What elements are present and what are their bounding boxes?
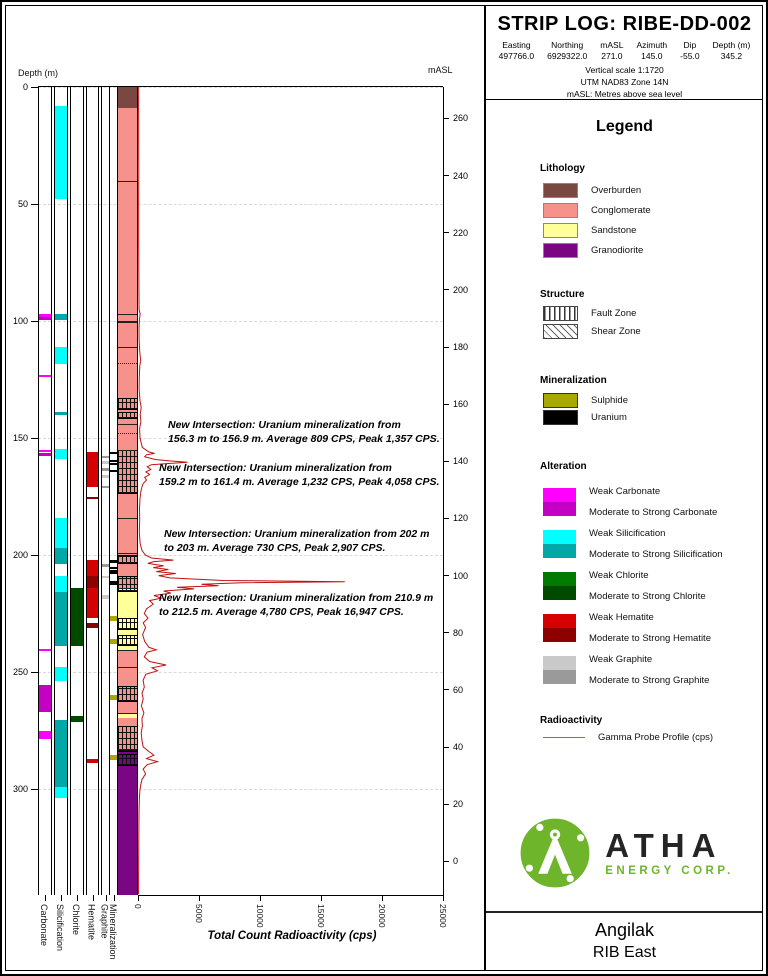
legend-item-label: Weak Chlorite [589,570,649,581]
masl-tick [443,804,449,805]
legend-item-label: Moderate to Strong Graphite [589,675,710,686]
vertical-scale: Vertical scale 1:1720 [585,65,664,75]
legend-mineralization-item [543,410,627,425]
legend-item-label: Conglomerate [591,205,651,216]
legend-structure-item [543,324,641,339]
carbonate-interval [39,453,51,456]
masl-tick-label: 240 [453,170,469,181]
intersection-annotation: New Intersection: Uranium mineralization from 210.9 m to 212.5 m. Average 4,780 CPS, Peak 16,947 CPS. [159,592,434,618]
lithology-contact-line [118,667,137,668]
collar-field [680,40,699,61]
masl-tick [443,747,449,748]
track-chlorite [70,87,84,895]
legend-alteration-item [543,565,706,607]
lithology-interval-overburden [118,87,137,108]
depth-tick [31,555,38,556]
graphite-interval [102,475,109,477]
legend-item-labels [589,565,706,607]
weak-swatch [543,530,576,544]
weak-swatch [543,488,576,502]
lithology-contact-line [118,588,137,589]
legend-item-labels [589,649,709,691]
masl-tick [443,861,449,862]
legend-alteration-item [543,523,723,565]
cps-tick [382,895,383,901]
alteration-swatch [543,572,576,600]
track-label: Chlorite [71,904,81,936]
fault-zone-overlay [118,618,137,630]
depth-tick-label: 200 [12,550,28,560]
lithology-contact-line [118,713,137,714]
field-label: Easting [502,40,531,50]
masl-tick-label: 100 [453,570,469,581]
silicification-interval [55,412,67,414]
masl-tick-label: 180 [453,342,469,352]
field-value: 6929322.0 [547,51,588,61]
legend-mineralization-title: Mineralization [540,375,607,386]
legend-item-label: Weak Silicification [589,528,666,539]
logo-text [605,829,734,877]
legend-lithology-title: Lithology [540,163,585,174]
lithology-track [117,87,138,895]
legend-item-label: Gamma Probe Profile (cps) [598,732,714,743]
field-value: -55.0 [680,51,700,61]
strip-log-chart [2,2,484,972]
graphite-interval [102,595,109,600]
depth-tick-label: 150 [12,433,28,443]
hematite-interval [87,452,98,487]
legend-structure-item [543,306,636,321]
masl-tick-label: 260 [453,113,469,124]
legend-alteration-item [543,481,717,523]
page-title: STRIP LOG: RIBE-DD-002 [497,13,752,35]
lithology-contact-line [118,424,137,425]
fault-zone-overlay [118,412,137,419]
legend-item-labels [589,481,717,523]
alteration-swatch [543,488,576,516]
scale-info [486,65,763,101]
masl-tick-label: 120 [453,513,469,524]
legend-item-label: Moderate to Strong Hematite [589,633,711,644]
cps-tick [321,895,322,901]
graphite-interval [102,564,109,566]
field-label: Depth (m) [712,40,751,50]
legend-item-label: Shear Zone [591,326,641,337]
cps-tick-label: 25000 [438,904,448,928]
intersection-annotation: New Intersection: Uranium mineralization from 159.2 m to 161.4 m. Average 1,232 CPS, Peak 4,058 CPS. [159,462,440,488]
collar-field [713,40,751,61]
masl-tick [443,118,449,119]
hematite-interval [87,588,98,618]
lithology-contact-line [118,321,137,323]
masl-tick-label: 220 [453,227,469,238]
graphite-interval [102,576,109,578]
fault-zone-swatch [543,306,578,321]
gamma-line-icon [543,737,585,738]
masl-tick [443,232,449,233]
legend-title: Legend [596,118,653,135]
collar-info [486,40,763,61]
depth-tick [31,321,38,322]
legend-item-label: Sandstone [591,225,637,236]
collar-field [600,40,623,61]
fault-zone-overlay [118,754,137,766]
track-hematite [86,87,99,895]
hematite-interval [87,759,98,764]
legend-alteration-item [543,649,709,691]
weak-swatch [543,614,576,628]
track-label: Graphite [99,904,110,939]
silicification-interval [55,667,67,681]
chlorite-interval [71,588,83,647]
cps-tick [260,895,261,901]
masl-tick [443,632,449,633]
masl-tick [443,689,449,690]
intersection-annotation: New Intersection: Uranium mineralization from 156.3 m to 156.9 m. Average 809 CPS, Peak 1,357 CPS. [168,419,440,445]
cps-axis-line [138,895,443,896]
legend-item-label: Moderate to Strong Chlorite [589,591,706,602]
strong-swatch [543,670,576,684]
cps-tick [138,895,139,901]
masl-tick-label: 140 [453,456,469,467]
carbonate-interval [39,450,51,452]
fault-zone-overlay [118,576,137,592]
graphite-interval [102,468,109,470]
conglomerate-swatch [543,203,578,218]
lithology-contact-line [118,363,137,364]
field-label: Dip [683,40,697,50]
track-bottom-tick [45,895,46,901]
legend-alteration-item [543,607,711,649]
masl-note: mASL: Metres above sea level [566,88,683,99]
utm-zone: UTM NAD83 Zone 14N [580,76,669,87]
cps-tick-label: 20000 [377,904,387,928]
legend-item-label: Moderate to Strong Carbonate [589,507,718,518]
masl-tick [443,518,449,519]
carbonate-interval [39,375,51,377]
alteration-swatch [543,530,576,558]
track-bottom-tick [61,895,62,901]
carbonate-interval [39,685,51,712]
depth-tick-label: 100 [12,316,28,326]
field-value: 145.0 [641,51,663,61]
track-bottom-tick [93,895,94,901]
legend-item-label: Weak Hematite [589,612,654,623]
track-bottom-tick [77,895,78,901]
overburden-swatch [543,183,578,198]
collar-field [547,40,587,61]
graphite-interval [102,486,109,488]
field-value: 271.0 [601,51,623,61]
legend-mineralization-item [543,393,628,408]
lithology-contact-line [118,314,137,315]
legend-item-label: Weak Graphite [589,654,653,665]
masl-tick [443,461,449,462]
lithology-contact-line [118,749,137,750]
silicification-interval [55,787,67,799]
silicification-interval [55,106,67,200]
legend-structure-title: Structure [540,289,585,300]
granodiorite-swatch [543,243,578,258]
depth-tick-label: 300 [12,784,28,794]
silicification-interval [55,576,67,592]
masl-tick-label: 20 [453,799,464,810]
silicification-interval [55,449,67,460]
carbonate-interval [39,317,51,319]
depth-tick [31,438,38,439]
depth-tick-label: 50 [17,199,28,209]
fault-zone-overlay [118,686,137,702]
legend-item-label: Moderate to Strong Silicification [589,549,723,560]
lithology-contact-line [118,650,137,651]
track-label: Mineralization [108,904,118,960]
legend-item-label: Fault Zone [591,308,637,319]
track-carbonate [38,87,52,895]
fault-zone-overlay [118,726,137,752]
depth-tick [31,87,38,88]
silicification-interval [55,720,67,787]
alteration-swatch [543,656,576,684]
silicification-interval [55,548,67,564]
cps-axis-title: Total Count Radioactivity (cps) [207,930,377,942]
field-value: 345.2 [720,51,743,61]
legend-item-labels [589,607,711,649]
company-logo [486,813,763,893]
strong-swatch [543,628,576,642]
chlorite-interval [71,716,83,722]
legend-alteration-title: Alteration [540,461,587,472]
depth-tick [31,672,38,673]
masl-tick-label: 80 [453,627,464,638]
carbonate-interval [39,649,51,651]
collar-field [636,40,667,61]
strong-swatch [543,544,576,558]
legend-radioactivity-title: Radioactivity [540,715,603,726]
legend-radioactivity-item [543,732,713,743]
silicification-interval [55,518,67,548]
fault-zone-overlay [118,450,137,494]
masl-tick [443,347,449,348]
depth-axis-title: Depth (m) [18,68,59,78]
fault-zone-overlay [118,635,137,647]
legend-item-label: Weak Carbonate [589,486,661,497]
silicification-interval [55,592,67,646]
cps-tick-label: 15000 [316,904,326,928]
atha-logo-icon [515,813,595,893]
field-label: mASL [600,40,624,50]
track-label: Hematite [86,904,97,941]
fault-zone-overlay [118,555,137,564]
sulphide-swatch [543,393,578,408]
legend-item-label: Overburden [591,185,642,196]
depth-tick [31,204,38,205]
strong-swatch [543,502,576,516]
legend-item-label: Sulphide [591,395,628,406]
lithology-contact-line [118,553,137,554]
silicification-interval [55,314,67,320]
legend-item-label: Uranium [591,412,627,423]
alteration-swatch [543,614,576,642]
intersection-annotation: New Intersection: Uranium mineralization from 202 m to 203 m. Average 730 CPS, Peak 2,907 CPS. [164,528,430,554]
masl-tick [443,289,449,290]
info-panel [484,5,763,971]
masl-tick [443,404,449,405]
legend-item-label: Granodiorite [591,245,644,256]
weak-swatch [543,572,576,586]
carbonate-interval [39,731,51,739]
project-name: Angilak [594,920,655,940]
hematite-interval [87,623,98,628]
hematite-interval [87,576,98,588]
header-block [486,5,763,100]
masl-tick-label: 60 [453,684,464,695]
masl-tick-label: 0 [453,856,459,867]
masl-tick [443,575,449,576]
field-value: 497766.0 [498,51,535,61]
track-silicification [54,87,68,895]
strong-swatch [543,586,576,600]
masl-axis-line [443,87,444,895]
logo-name: ATHA [605,827,723,864]
lithology-contact-line [118,433,137,434]
collar-field [499,40,534,61]
track-bottom-tick [114,895,115,901]
hematite-interval [87,560,98,576]
silicification-interval [55,347,67,365]
lithology-contact-line [118,347,137,348]
uranium-swatch [543,410,578,425]
masl-tick-label: 40 [453,742,464,752]
shear-zone-swatch [543,324,578,339]
project-area: RIB East [592,944,657,961]
cps-tick-label: 0 [133,904,143,909]
track-label: Silicification [55,904,65,952]
track-label: Carbonate [39,904,49,947]
legend-item-labels [589,523,723,565]
sandstone-swatch [543,223,578,238]
legend-lithology-item [543,223,636,238]
masl-tick-label: 200 [453,284,469,295]
cps-tick-label: 10000 [255,904,265,928]
project-footer [486,911,763,971]
legend-lithology-item [543,183,641,198]
masl-tick [443,175,449,176]
legend-lithology-item [543,203,651,218]
field-label: Northing [551,40,584,50]
depth-tick [31,789,38,790]
cps-tick-label: 5000 [194,904,204,923]
depth-tick-label: 0 [22,82,28,92]
weak-swatch [543,656,576,670]
masl-axis-title: mASL [428,65,453,75]
hematite-interval [87,497,98,499]
field-label: Azimuth [636,40,668,50]
masl-tick-label: 160 [453,399,469,410]
track-bottom-tick [106,895,107,901]
lithology-contact-line [118,518,137,519]
legend-lithology-item [543,243,643,258]
logo-subtitle: ENERGY CORP. [605,865,734,877]
graphite-interval [102,456,109,458]
graphite-interval [102,461,109,463]
lithology-contact-line [118,450,137,451]
fault-zone-overlay [118,398,137,410]
lithology-contact-line [118,181,137,182]
lithology-interval-conglomerate [118,650,137,713]
cps-tick [443,895,444,901]
cps-tick [199,895,200,901]
lithology-interval-granodiorite [118,749,137,895]
depth-tick-label: 250 [12,667,28,677]
